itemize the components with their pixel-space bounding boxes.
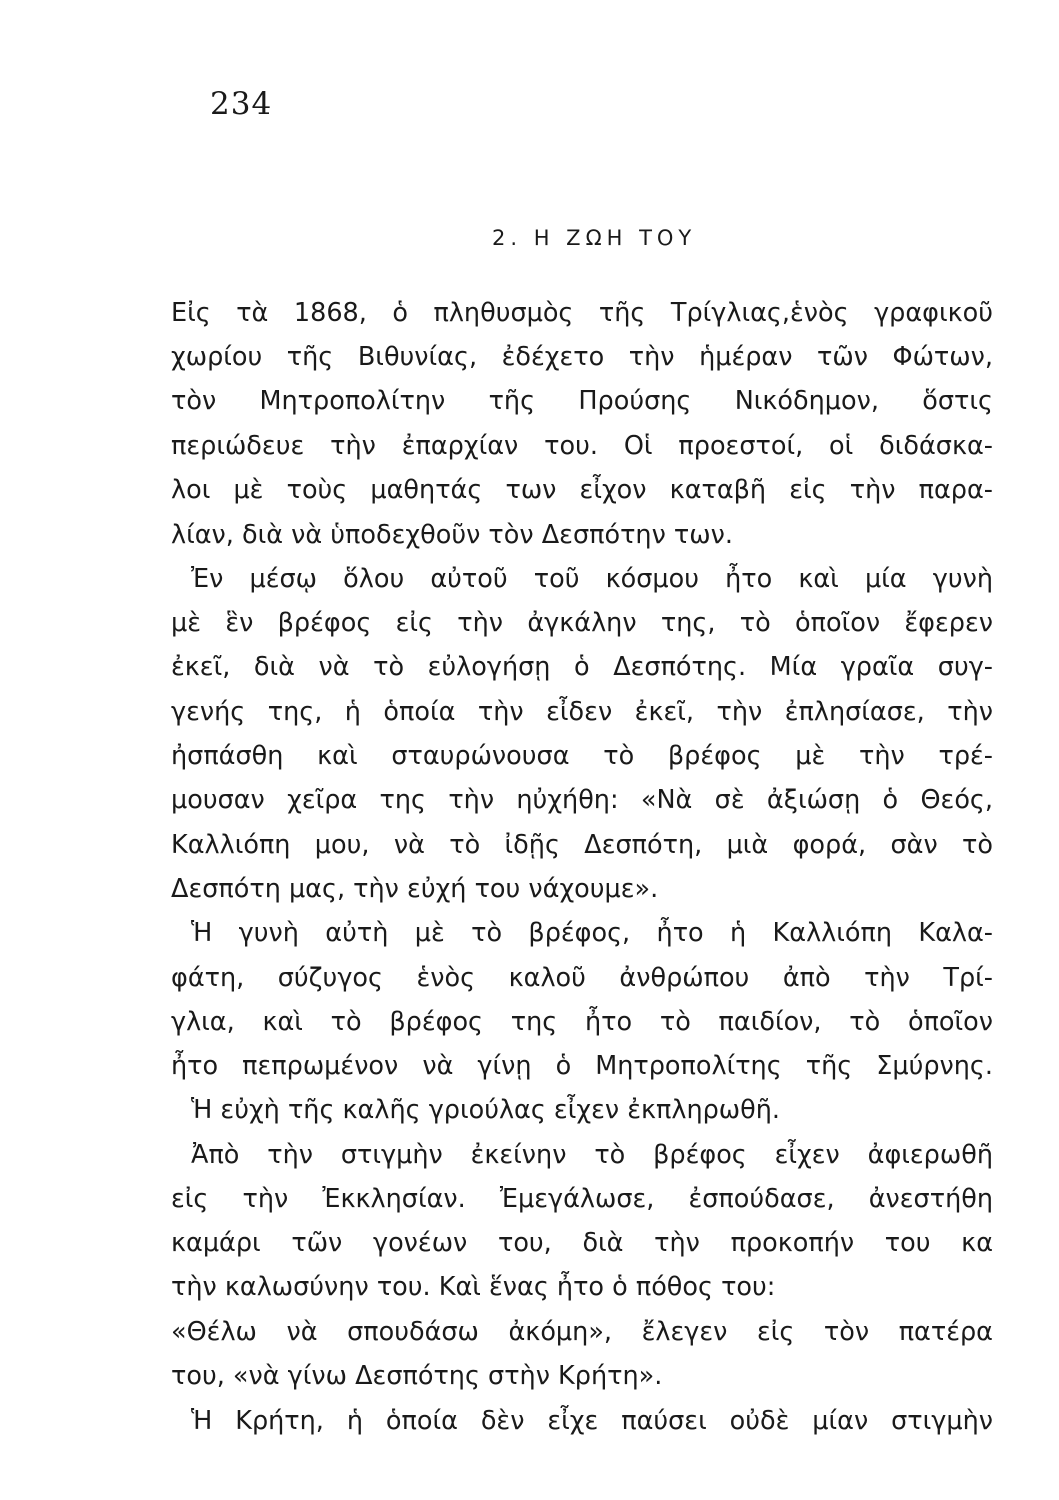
text-line: Ἡ Κρήτη, ἡ ὁποία δὲν εἶχε παύσει οὐδὲ μίαν στιγμὴν [191, 1406, 993, 1436]
text-line: μὲ ἓν βρέφος εἰς τὴν ἀγκάλην της, τὸ ὁποῖον ἔφερεν [171, 608, 993, 638]
text-line: ἦτο πεπρωμένον νὰ γίνῃ ὁ Μητροπολίτης τῆς Σμύρνης. [171, 1051, 993, 1081]
text-line: Ἡ γυνὴ αὐτὴ μὲ τὸ βρέφος, ἦτο ἡ Καλλιόπη Καλα- [191, 918, 993, 948]
text-line: Ἀπὸ τὴν στιγμὴν ἐκείνην τὸ βρέφος εἶχεν ἀφιερωθῆ [191, 1140, 993, 1170]
text-line: ἐκεῖ, διὰ νὰ τὸ εὐλογήσῃ ὁ Δεσπότης. Μία γραῖα συγ- [171, 652, 993, 682]
text-line: περιώδευε τὴν ἐπαρχίαν του. Οἱ προεστοί, οἱ διδάσκα- [171, 431, 993, 461]
text-line: του, «νὰ γίνω Δεσπότης στὴν Κρήτη». [171, 1361, 663, 1391]
text-line: ἠσπάσθη καὶ σταυρώνουσα τὸ βρέφος μὲ τὴν τρέ- [171, 741, 993, 771]
text-line: Ἡ εὐχὴ τῆς καλῆς γριούλας εἶχεν ἐκπληρωθῆ. [191, 1095, 781, 1125]
text-line: μουσαν χεῖρα της τὴν ηὐχήθη: «Νὰ σὲ ἀξιώσῃ ὁ Θεός, [171, 785, 993, 815]
text-line: «Θέλω νὰ σπουδάσω ἀκόμη», ἔλεγεν εἰς τὸν πατέρα [171, 1317, 993, 1347]
page-number: 234 [210, 86, 273, 122]
section-heading: 2. Η ΖΩΗ ΤΟΥ [492, 226, 697, 250]
text-line: λίαν, διὰ νὰ ὑποδεχθοῦν τὸν Δεσπότην των. [171, 520, 733, 550]
text-line: τὴν καλωσύνην του. Καὶ ἕνας ἦτο ὁ πόθος του: [171, 1272, 776, 1302]
text-line: Ἐν μέσῳ ὅλου αὐτοῦ τοῦ κόσμου ἦτο καὶ μία γυνὴ [191, 564, 993, 594]
text-line: γλια, καὶ τὸ βρέφος της ἦτο τὸ παιδίον, τὸ ὁποῖον [171, 1007, 993, 1037]
text-line: τὸν Μητροπολίτην τῆς Προύσης Νικόδημον, ὅστις [171, 386, 993, 416]
text-line: Εἰς τὰ 1868, ὁ πληθυσμὸς τῆς Τρίγλιας,ἑνὸς γραφικοῦ [171, 298, 993, 328]
text-line: χωρίου τῆς Βιθυνίας, ἐδέχετο τὴν ἡμέραν τῶν Φώτων, [171, 342, 993, 372]
text-line: εἰς τὴν Ἐκκλησίαν. Ἐμεγάλωσε, ἐσπούδασε, ἀνεστήθη [171, 1184, 993, 1214]
text-line: Καλλιόπη μου, νὰ τὸ ἰδῇς Δεσπότη, μιὰ φορά, σὰν τὸ [171, 830, 993, 860]
text-line: γενής της, ἡ ὁποία τὴν εἶδεν ἐκεῖ, τὴν ἐπλησίασε, τὴν [171, 697, 993, 727]
text-line: φάτη, σύζυγος ἑνὸς καλοῦ ἀνθρώπου ἀπὸ τὴν Τρί- [171, 963, 993, 993]
text-line: καμάρι τῶν γονέων του, διὰ τὴν προκοπήν του κα [171, 1228, 993, 1258]
text-line: λοι μὲ τοὺς μαθητάς των εἶχον καταβῆ εἰς τὴν παρα- [171, 475, 993, 505]
text-line: Δεσπότη μας, τὴν εὐχή του νάχουμε». [171, 874, 659, 904]
